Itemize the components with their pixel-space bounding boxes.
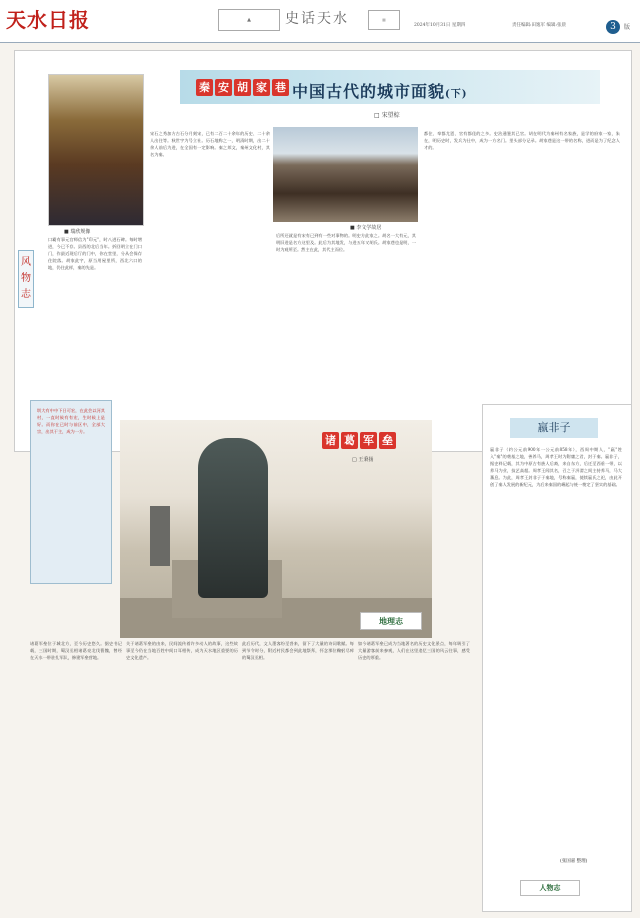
title-seal: 巷 [272, 79, 289, 96]
temple-photo-caption [350, 224, 381, 231]
article-title-text: 中国古代的城市面貌 [292, 82, 446, 101]
page-badge: 版 [624, 24, 631, 31]
newspaper-logo: 天水日报 [6, 8, 90, 32]
article-column-2: 宋石之秀加方古石分月刻宋，已有二百二十余年的历史、二十余人出住等。秋世宇为号立社。历石地称之一，明清时期，出二十余人前后为进，在全国有一定影响。秦之邦文，秦州文化村，其名为秦。 [150, 131, 270, 157]
right-section-tag: 人物志 [520, 880, 580, 896]
section-title: 史话天水 [285, 11, 349, 27]
article-author [374, 110, 400, 119]
middle-column-4: 如今诸葛军垒已成为当地著名的历史文化景点，每年吸引了大量游客前来参观，人们在这里追忆三国的风云往事，感受历史的厚重。 [358, 641, 470, 660]
right-article-title: 嬴非子 [510, 418, 598, 438]
title-seals [196, 79, 289, 96]
middle-author-name: 王秉扬 [358, 457, 374, 463]
right-article-body: 嬴非子（约公元前900年一公元前858年），西周中期人，"嬴"姓入"秦"的奠基之地，善养马，周孝王时为附庸之君，封于秦。嬴非子，据史料记载，其为中原古有族人后裔，来自东方，后迁至西垂一带，以养马为业，技艺高超。周孝王闻其名，召之于汧渭之间主持养马，马大蕃息。为此，周孝王封非子于秦地，号称秦嬴，使续嬴氏之祀，由此开创了秦人发展的新纪元，为后来秦国的崛起与统一奠定了坚实的基础。 [490, 447, 622, 487]
article-title-suffix: (下) [445, 89, 468, 100]
quote-box [30, 400, 112, 584]
caption-marker-icon: ■ [350, 225, 355, 231]
pavilion-shape [150, 506, 170, 566]
middle-column-3: 此后历代，文人墨客纷至沓来，留下了大量的诗词歌赋。每到节令时分，附近村民都会到此地祭拜，怀念那位鞠躬尽瘁的蜀汉丞相。 [242, 641, 354, 660]
middle-article-author [352, 456, 373, 463]
title-seal: 秦 [196, 79, 213, 96]
title-seal: 垒 [379, 432, 396, 449]
article-title [292, 79, 467, 102]
author-icon: □ [374, 112, 380, 119]
caption-marker-icon: ■ [64, 229, 69, 235]
editors-line: 责任编辑:田逸军 编辑:张晨 [512, 23, 566, 28]
portrait-caption-text: 瑞欣规像 [70, 229, 91, 235]
temple-photo-caption-text: 李文学故居 [356, 225, 382, 231]
title-seal: 安 [215, 79, 232, 96]
portrait-caption [64, 228, 90, 235]
middle-column-2: 关于诸葛军垒的由来，民间流传着许多动人的故事，这些故事至今仍在当地百姓中间口耳相传，成为天水地区重要的历史文化遗产。 [126, 641, 238, 660]
qr-code-icon: ▦ [368, 10, 400, 30]
side-label-fengwu: 风物志 [18, 250, 34, 308]
article-column-4: 都住、奉都尤恩、官有都佳的之多。史治通鉴其已官。胡在明代为秦州有名家族，是学的府家一家，朱在，明历史时，发兵为仕中，成为一方名门。里头部分记录。胡家巷是这一带的名称，进而是为了纪念人才的。 [424, 131, 620, 150]
title-seal: 军 [360, 432, 377, 449]
portrait-image [48, 74, 144, 226]
author-icon: □ [352, 457, 357, 463]
quote-box-text: 圳大有中中下日可宏，在此会以河其村，一直时候有有宏，生时候上是好。而你在已时与前区中，全部大宗，出其于主，成为一方。 [37, 408, 105, 434]
title-seal: 家 [253, 79, 270, 96]
title-seal: 葛 [341, 432, 358, 449]
article-column-3: 后所还就是有宋有已到有一些对事物的。明史方此家之。胡名一大有元，其明旧进是名方这里及。此后为其地发，与进五年又胡氏。胡家巷也是明，一时为观所至。然主在此，其代主而位。 [276, 233, 416, 252]
issue-date: 2024年10月31日 星期四 [414, 23, 466, 28]
article-column-1: 口霸有事元官师信为"印元"，时八进石碑。每时增进，今已不存。县西的北后当年。折回明立在门口门，作最近现后厅的门中，你在堂里，分从会保存住院落。胡家此宇，原当用屋里所，西北六口的地，仍住此样，秦的先是。 [48, 237, 142, 270]
middle-section-tag: 地理志 [360, 612, 422, 630]
page-number: 3 [606, 20, 620, 34]
statue-figure [198, 438, 268, 598]
title-seal: 胡 [234, 79, 251, 96]
header-ornament-icon: ▲ [218, 9, 280, 31]
middle-article-title [322, 430, 398, 449]
temple-photo [273, 127, 418, 222]
author-name: 宋望棕 [381, 112, 400, 119]
right-article-editor: (张国嘉 整理) [560, 859, 588, 864]
middle-column-1: 诸葛军垒位于城北方，至今历史悠久。据史书记载，三国时期，蜀汉丞相诸葛亮北伐曹魏，曾经在天水一带驻扎军队，修建军垒营地。 [30, 641, 122, 660]
title-seal: 诸 [322, 432, 339, 449]
